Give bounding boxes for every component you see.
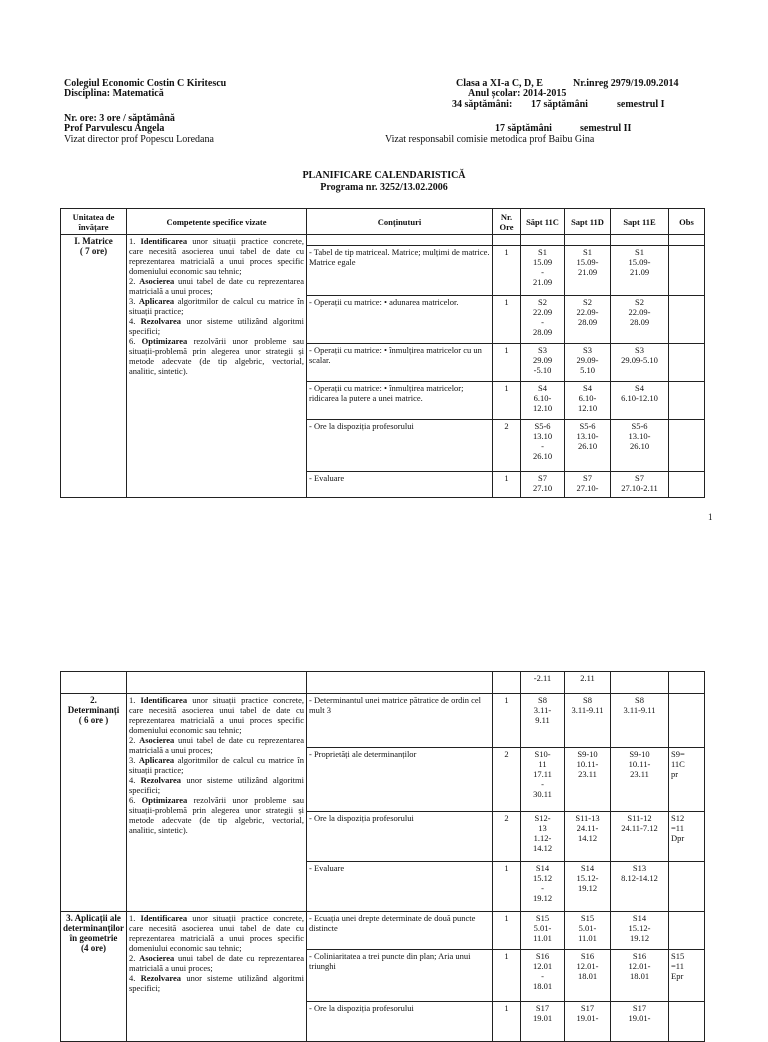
obs-cell [669, 420, 705, 472]
table-header-row [61, 209, 705, 235]
content-cell: - Determinantul unei matrice pătratice de ordin cel mult 3 [307, 694, 493, 748]
week-11c-cell: S12- 13 1.12- 14.12 [521, 812, 565, 862]
unit-aplicatii-geometrie: 3. Aplicații ale determinanților în geometrie (4 ore) [61, 912, 127, 1042]
col-header-week-11d: Sapt 11D [565, 209, 611, 235]
col-header-hours: Nr. Ore [493, 209, 521, 235]
program-number: Programa nr. 3252/13.02.2006 [320, 182, 448, 193]
content-cell: - Ore la dispoziția profesorului [307, 420, 493, 472]
hours-cell: 2 [493, 812, 521, 862]
teacher-name: Prof Parvulescu Angela [64, 123, 165, 134]
week-11c-cell: S4 6.10- 12.10 [521, 382, 565, 420]
week-11c-cell: S16 12.01 - 18.01 [521, 950, 565, 1002]
week-11d-cell: S3 29.09- 5.10 [565, 344, 611, 382]
page-break-gap [0, 535, 768, 667]
content-cell: - Ecuația unei drepte determinate de două puncte distincte [307, 912, 493, 950]
col-header-obs: Obs [669, 209, 705, 235]
week-11d-cell: S1 15.09- 21.09 [565, 246, 611, 296]
content-cell: - Ore la dispoziția profesorului [307, 812, 493, 862]
content-cell: - Evaluare [307, 862, 493, 912]
school-year: Anul școlar: 2014-2015 [468, 88, 567, 99]
week-11c-cell: S2 22.09 - 28.09 [521, 296, 565, 344]
table-row [61, 694, 705, 748]
week-11e-cell: S7 27.10-2.11 [611, 472, 669, 498]
col-header-unit: Unitatea de învățare [61, 209, 127, 235]
week-11c-cell: S10- 11 17.11 - 30.11 [521, 748, 565, 812]
hours-cell: 1 [493, 862, 521, 912]
week-11e-cell: S1 15.09- 21.09 [611, 246, 669, 296]
semester-2-label: semestrul II [580, 123, 632, 134]
content-cell: - Tabel de tip matriceal. Matrice; mulțimi de matrice. Matrice egale [307, 246, 493, 296]
content-cell: - Operații cu matrice: • adunarea matricelor. [307, 296, 493, 344]
hours-cell: 2 [493, 420, 521, 472]
obs-cell [669, 1002, 705, 1042]
discipline: Disciplina: Matematică [64, 88, 164, 99]
obs-cell [669, 694, 705, 748]
week-11e-cell: S16 12.01- 18.01 [611, 950, 669, 1002]
weeks-semester-2: 17 săptămâni [495, 123, 552, 134]
week-11c-cell: S3 29.09 -5.10 [521, 344, 565, 382]
table-row [61, 235, 705, 246]
table-row [61, 912, 705, 950]
hours-cell: 1 [493, 694, 521, 748]
week-11d-cell: S4 6.10- 12.10 [565, 382, 611, 420]
week-11e-cell: S9-10 10.11- 23.11 [611, 748, 669, 812]
hours-per-week: Nr. ore: 3 ore / săptămână [64, 113, 175, 124]
planning-table-page-2 [60, 671, 705, 1042]
week-11d-cell: S17 19.01- [565, 1002, 611, 1042]
weeks-total: 34 săptămâni: [452, 99, 513, 110]
hours-cell: 1 [493, 472, 521, 498]
week-11d-cell: S15 5.01- 11.01 [565, 912, 611, 950]
week-11d-cell: S16 12.01- 18.01 [565, 950, 611, 1002]
content-cell: - Evaluare [307, 472, 493, 498]
week-11e-cell: S2 22.09- 28.09 [611, 296, 669, 344]
week-11d-cell: S2 22.09- 28.09 [565, 296, 611, 344]
hours-cell: 1 [493, 1002, 521, 1042]
unit-matrice: I. Matrice ( 7 ore) [61, 235, 127, 498]
week-11c-cell: S14 15.12 - 19.12 [521, 862, 565, 912]
week-11e-cell: S8 3.11-9.11 [611, 694, 669, 748]
week-11c-cell: S5-6 13.10 - 26.10 [521, 420, 565, 472]
week-11d-cell: S8 3.11-9.11 [565, 694, 611, 748]
week-11e-cell: S14 15.12- 19.12 [611, 912, 669, 950]
hours-cell: 1 [493, 950, 521, 1002]
obs-cell [669, 246, 705, 296]
week-11e-cell: S11-12 24.11-7.12 [611, 812, 669, 862]
competences-cell: 1. Identificarea unor situații practice concrete, care necesită asocierea unui tabel de date cu reprezentarea matricială a unui proces specific domeniului economic sau tehnic; 2. Asocierea unui tabel de date cu reprezentarea matricială a unui proces; 3. Aplicarea algoritmilor de calcul cu matrice în situații practice; 4. Rezolvarea unor sisteme utilizând algoritmi specifici; 6. Optimizarea rezolvării unor probleme sau situații-problemă prin alegerea unor strategii și metode adecvate (de tip algebric, vectorial, analitic, sintetic). [127, 235, 307, 498]
unit-determinanti: 2. Determinanți ( 6 ore ) [61, 694, 127, 912]
week-11d-cell: S14 15.12- 19.12 [565, 862, 611, 912]
week-11c-cell: S7 27.10 [521, 472, 565, 498]
weeks-semester-1: 17 săptămâni [531, 99, 588, 110]
content-cell: - Operații cu matrice: • înmulțirea matricelor cu un scalar. [307, 344, 493, 382]
week-11e-cell: S4 6.10-12.10 [611, 382, 669, 420]
col-header-competences: Competente specifice vizate [127, 209, 307, 235]
director-approval: Vizat director prof Popescu Loredana [64, 134, 214, 145]
week-11c-cell: S17 19.01 [521, 1002, 565, 1042]
week-11e-cell: S13 8.12-14.12 [611, 862, 669, 912]
content-cell: - Proprietăți ale determinanților [307, 748, 493, 812]
competences-cell: 1. Identificarea unor situații practice concrete, care necesită asocierea unui tabel de date cu reprezentarea matricială a unui proces specific domeniului economic sau tehnic; 2. Asocierea unui tabel de date cu reprezentarea matricială a unui proces; 4. Rezolvarea unor sisteme utilizând algoritmi specifici; [127, 912, 307, 1042]
week-11e-cell: S5-6 13.10- 26.10 [611, 420, 669, 472]
class-label: Clasa a XI-a C, D, E [456, 78, 543, 89]
table-row [61, 672, 705, 694]
week-11d-cell: S5-6 13.10- 26.10 [565, 420, 611, 472]
week-11e-cell: S17 19.01- [611, 1002, 669, 1042]
week-11d-cell: 2.11 [565, 672, 611, 694]
hours-cell: 1 [493, 382, 521, 420]
obs-cell [669, 472, 705, 498]
week-11c-cell: S15 5.01- 11.01 [521, 912, 565, 950]
week-11c-cell: S1 15.09 - 21.09 [521, 246, 565, 296]
obs-cell [669, 382, 705, 420]
col-header-week-11e: Sapt 11E [611, 209, 669, 235]
document-title: PLANIFICARE CALENDARISTICĂ [302, 170, 466, 181]
semester-1-label: semestrul I [617, 99, 665, 110]
week-11e-cell: S3 29.09-5.10 [611, 344, 669, 382]
col-header-week-11c: Săpt 11C [521, 209, 565, 235]
page-number: 1 [708, 512, 713, 522]
hours-cell: 1 [493, 912, 521, 950]
hours-cell: 1 [493, 246, 521, 296]
obs-cell [669, 344, 705, 382]
obs-cell [669, 912, 705, 950]
content-cell: - Ore la dispoziția profesorului [307, 1002, 493, 1042]
obs-cell: S12 =11 Dpr [669, 812, 705, 862]
content-cell: - Operații cu matrice: • înmulțirea matricelor; ridicarea la putere a unei matrice. [307, 382, 493, 420]
hours-cell: 1 [493, 296, 521, 344]
planning-table-page-1 [60, 208, 705, 498]
school-name: Colegiul Economic Costin C Kiritescu [64, 78, 227, 89]
commission-approval: Vizat responsabil comisie metodica prof Baibu Gina [385, 134, 595, 145]
hours-cell: 2 [493, 748, 521, 812]
obs-cell: S15 =11 Epr [669, 950, 705, 1002]
obs-cell: S9= 11C pr [669, 748, 705, 812]
obs-cell [669, 862, 705, 912]
week-11c-cell: -2.11 [521, 672, 565, 694]
week-11d-cell: S7 27.10- [565, 472, 611, 498]
competences-cell: 1. Identificarea unor situații practice concrete, care necesită asocierea unui tabel de date cu reprezentarea matricială a unui proces specific domeniului economic sau tehnic; 2. Asocierea unui tabel de date cu reprezentarea matricială a unui proces; 3. Aplicarea algoritmilor de calcul cu matrice în situații practice; 4. Rezolvarea unor sisteme utilizând algoritmi specifici; 6. Optimizarea rezolvării unor probleme sau situații-problemă prin alegerea unor strategii și metode adecvate (de tip algebric, vectorial, analitic, sintetic). [127, 694, 307, 912]
hours-cell: 1 [493, 344, 521, 382]
week-11d-cell: S9-10 10.11- 23.11 [565, 748, 611, 812]
registration-number: Nr.inreg 2979/19.09.2014 [573, 78, 679, 89]
obs-cell [669, 296, 705, 344]
content-cell: - Coliniaritatea a trei puncte din plan; Aria unui triunghi [307, 950, 493, 1002]
col-header-contents: Conținuturi [307, 209, 493, 235]
week-11c-cell: S8 3.11- 9.11 [521, 694, 565, 748]
week-11d-cell: S11-13 24.11- 14.12 [565, 812, 611, 862]
